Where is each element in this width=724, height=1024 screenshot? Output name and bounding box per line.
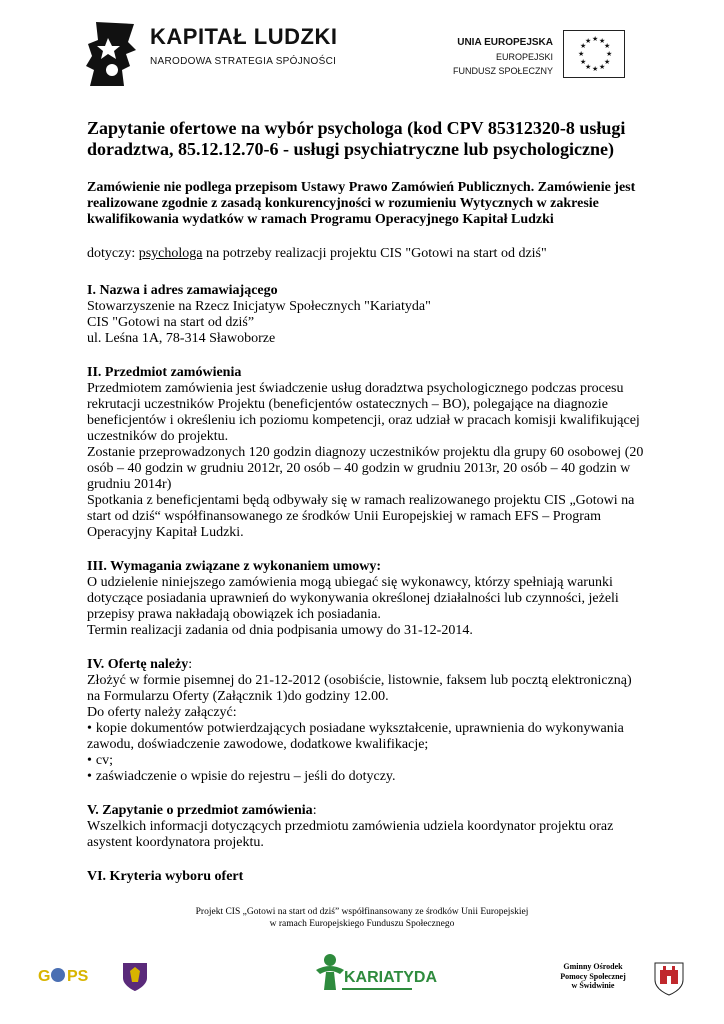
gops-logo: [38, 960, 98, 990]
section-3-para-1: O udzielenie niniejszego zamówienia mogą ubiegać się wykonawcy, którzy spełniają warunki dotyczące posiadania uprawnień do wykonywania określonej działalności lub czynności, jeżeli przepisy prawa nakładają obowiązek ich posiadania.: [87, 575, 619, 622]
section-4-bullet-3: • zaświadczenie o wpisie do rejestru – jeśli do dotyczy.: [87, 769, 647, 785]
document-title: Zapytanie ofertowe na wybór psychologa (kod CPV 85312320-8 usługi doradztwa, 85.12.12.70-6 - usługi psychiatryczne lub psychologiczne): [87, 118, 626, 159]
kariatyda-text: KARIATYDA: [344, 969, 438, 986]
svg-text:★: ★: [578, 50, 585, 58]
gops2-line-1: Gminny Ośrodek: [563, 962, 623, 971]
section-5-heading-tail: :: [312, 803, 317, 818]
kapital-ludzki-title: KAPITAŁ LUDZKI: [150, 24, 338, 49]
kapital-ludzki-subtitle: NARODOWA STRATEGIA SPÓJNOŚCI: [150, 56, 337, 67]
svg-text:★: ★: [604, 58, 611, 66]
section-4-heading-tail: :: [188, 657, 193, 672]
section-5-para-1: Wszelkich informacji dotyczących przedmiotu zamówienia udziela koordynator projektu oraz asystent koordynatora projektu.: [87, 819, 614, 850]
svg-text:★: ★: [580, 42, 587, 50]
kapital-ludzki-emblem-icon: [84, 20, 144, 90]
svg-text:★: ★: [599, 63, 606, 71]
gops2-line-2: Pomocy Społecznej: [560, 971, 626, 981]
regarding-line: [87, 246, 647, 262]
section-5-heading: V. Zapytanie o przedmiot zamówienia: [87, 803, 313, 818]
footer-text: [150, 906, 574, 930]
section-2-para-2: Zostanie przeprowadzonych 120 godzin diagnozy uczestników projektu dla grupy 60 osobowej (20 osób – 40 godzin w grudniu 2012r, 20 osób – 40 godzin w grudniu 2013r, 20 osób – 40 godzin w grudniu 2014r): [87, 445, 644, 492]
section-4-bullet-2: • cv;: [87, 753, 647, 769]
gops-swidwin-label: [548, 962, 638, 991]
gops2-line-3: w Świdwinie: [571, 981, 615, 990]
svg-text:★: ★: [592, 65, 599, 73]
section-4-para-1: Złożyć w formie pisemnej do 21-12-2012 (osobiście, listownie, faksem lub pocztą elektroniczną) na Formularzu Oferty (Załącznik 1)do godziny 12.00.: [87, 673, 632, 704]
document-body: [87, 118, 647, 885]
section-4-para-2: Do oferty należy załączyć:: [87, 705, 237, 720]
regarding-prefix: dotyczy:: [87, 246, 139, 261]
section-2-para-3: Spotkania z beneficjentami będą odbywały się w ramach realizowanego projektu CIS „Gotowi na start od dziś“ współfinansowanego ze środków Unii Europejskiej w ramach EFS – Program Operacyjny Kapitał Ludzki.: [87, 493, 635, 540]
legal-notice: Zamówienie nie podlega przepisom Ustawy Prawo Zamówień Publicznych. Zamówienie jest realizowane zgodnie z zasadą konkurencyjności w rozumieniu Wytycznych w zakresie kwalifikowania wydatków w ramach Programu Operacyjnego Kapitał Ludzki: [87, 180, 636, 227]
footer-line-1: Projekt CIS „Gotowi na start od dziś” współfinansowany ze środków Unii Europejskiej: [195, 907, 529, 917]
svg-text:G: G: [38, 968, 51, 985]
section-4-bullet-1: • kopie dokumentów potwierdzających posiadane wykształcenie, uprawnienia do wykonywania zawodu, doświadczenie zawodowe, dodatkowe kwalifikacje;: [87, 721, 647, 753]
svg-text:★: ★: [580, 58, 587, 66]
section-1-line-2: CIS "Gotowi na start od dziś”: [87, 315, 255, 330]
svg-text:★: ★: [585, 37, 592, 45]
section-1-heading: I. Nazwa i adres zamawiającego: [87, 283, 278, 298]
section-4-heading-line: [87, 657, 647, 673]
footer-line-2: w ramach Europejskiego Funduszu Społecznego: [269, 919, 455, 929]
kariatyda-logo: [312, 948, 438, 998]
svg-text:★: ★: [592, 35, 599, 43]
eu-text: [453, 36, 553, 78]
eu-line-1: UNIA EUROPEJSKA: [457, 37, 553, 48]
swidwin-crest-icon: [654, 962, 684, 996]
section-1-line-1: Stowarzyszenie na Rzecz Inicjatyw Społecznych "Kariatyda": [87, 299, 431, 314]
section-5-heading-line: [87, 803, 647, 819]
svg-text:★: ★: [599, 37, 606, 45]
municipal-crest-icon: [122, 962, 148, 992]
section-4-heading: IV. Ofertę należy: [87, 657, 189, 672]
regarding-suffix: na potrzeby realizacji projektu CIS "Gotowi na start od dziś": [202, 246, 547, 261]
section-2-heading: II. Przedmiot zamówienia: [87, 365, 242, 380]
section-3-heading: III. Wymagania związane z wykonaniem umowy:: [87, 559, 382, 574]
svg-text:PS: PS: [67, 968, 89, 985]
eu-line-2: EUROPEJSKI: [495, 52, 553, 62]
svg-text:★: ★: [604, 42, 611, 50]
section-1-line-3: ul. Leśna 1A, 78-314 Sławoborze: [87, 331, 276, 346]
eu-line-3: FUNDUSZ SPOŁECZNY: [452, 66, 553, 76]
svg-text:★: ★: [606, 50, 613, 58]
section-2-para-1: Przedmiotem zamówienia jest świadczenie usług doradztwa psychologicznego podczas procesu rekrutacji uczestników Projektu (beneficjentów ostatecznych – BO), polegające na diagnozie beneficjentów i określeniu ich poziomu kompetencji, oraz udział w pracach komisji kwalifikującej uczestników do projektu.: [87, 381, 640, 444]
regarding-link[interactable]: psychologa: [138, 246, 203, 261]
section-6-heading: VI. Kryteria wyboru ofert: [87, 869, 244, 884]
svg-text:★: ★: [585, 63, 592, 71]
kapital-ludzki-logo: [84, 20, 338, 90]
eu-flag-icon: [563, 30, 625, 78]
eu-logo: [440, 28, 625, 86]
section-3-para-2: Termin realizacji zadania od dnia podpisania umowy do 31-12-2014.: [87, 623, 473, 638]
